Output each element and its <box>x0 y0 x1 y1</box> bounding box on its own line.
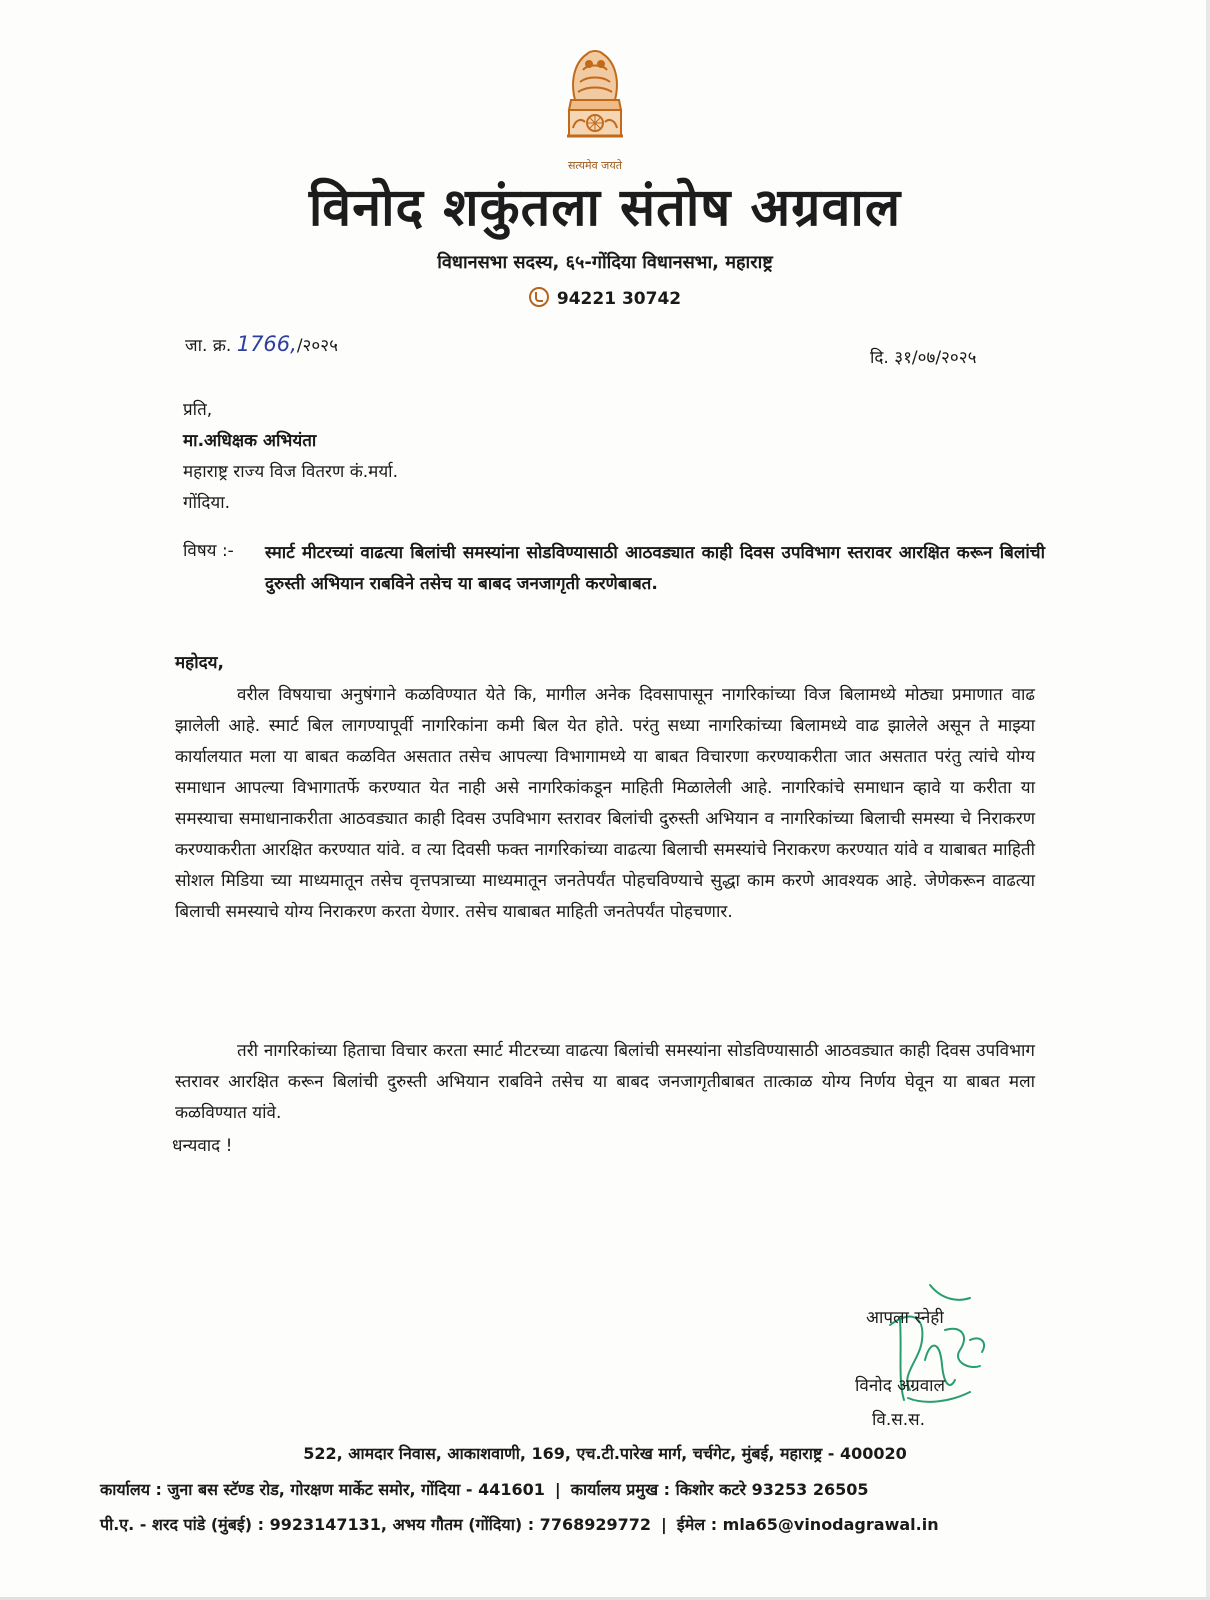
letterhead-designation: विधानसभा सदस्य, ६५-गोंदिया विधानसभा, महाराष्ट्र <box>437 252 773 273</box>
signer-title: वि.स.स. <box>872 1410 926 1430</box>
recipient-block <box>183 395 398 519</box>
footer-office: कार्यालय : जुना बस स्टॅण्ड रोड, गोरक्षण मार्केट समोर, गोंदिया - 441601 <box>100 1480 545 1499</box>
signer-name: विनोद अग्रवाल <box>855 1376 946 1396</box>
letterhead-phone <box>0 287 1210 309</box>
footer-email: ईमेल : mla65@vinodagrawal.in <box>676 1515 939 1534</box>
subject-label: विषय :- <box>183 541 234 561</box>
footer-divider: | <box>661 1515 667 1534</box>
body-paragraph-1: वरील विषयाचा अनुषंगाने कळविण्यात येते कि, मागील अनेक दिवसापासून नागरिकांच्या विज बिलामध्ये मोठ्या प्रमाणात वाढ झालेली आहे. स्मार्ट बिल लागण्यापूर्वी नागरिकांना कमी बिल येत होते. परंतु सध्या नागरिकांच्या बिलामध्ये वाढ झालेले असून ते माझ्या कार्यालयात मला या बाबत कळवित असतात तसेच आपल्या विभागामध्ये या बाबत विचारणा करण्याकरीता जात असतात परंतु त्यांचे योग्य समाधान आपल्या विभागातर्फे करण्यात येत नाही असे नागरिकांकडून माहिती मिळालेली आहे. नागरिकांचे समाधान व्हावे या करीता या समस्याचा समाधानाकरीता आठवड्यात काही दिवस उपविभाग स्तरावर बिलांची दुरुस्ती अभियान व नागरिकांच्या बिलाची समस्या चे निराकरण करण्याकरीता आरक्षित करण्यात यांवे. व त्या दिवसी फक्त नागरिकांच्या वाढत्या बिलाची समस्यांचे निराकरण करण्यात यांवे व याबाबत माहिती सोशल मिडिया च्या माध्यमातून तसेच वृत्तपत्राच्या माध्यमातून जनतेपर्यंत पोहचविण्याचे सुद्धा काम करणे आवश्यक आहे. जेणेकरून वाढत्या बिलाची समस्याचे योग्य निराकरण करता येणार. तसेच याबाबत माहिती जनतेपर्यंत पोहचणार. <box>175 685 1035 922</box>
footer-office-row <box>100 1478 1110 1500</box>
letter-date: दि. ३१/०७/२०२५ <box>870 348 977 368</box>
recipient-title: मा.अधिक्षक अभियंता <box>183 431 317 451</box>
recipient-city: गोंदिया. <box>183 493 231 513</box>
closing-line: आपला स्नेही <box>866 1308 944 1328</box>
thanks-line: धन्यवाद ! <box>172 1136 233 1156</box>
reference-year: /२०२५ <box>296 336 338 356</box>
phone-icon <box>529 287 549 307</box>
subject-text: स्मार्ट मीटरच्यां वाढत्या बिलांची समस्यांना सोडविण्यासाठी आठवड्यात काही दिवस उपविभाग स्तरावर आरक्षित करून बिलांची दुरुस्ती अभियान राबविने तसेच या बाबद जनजागृती करणेबाबत. <box>265 543 1045 594</box>
footer-divider: | <box>554 1480 561 1499</box>
body-paragraph-2: तरी नागरिकांच्या हिताचा विचार करता स्मार्ट मीटरच्या वाढत्या बिलांची समस्यांना सोडविण्यासाठी आठवड्यात काही दिवस उपविभाग स्तरावर आरक्षित करून बिलांची दुरुस्ती अभियान राबविने तसेच या बाबद जनजागृतीबाबत तात्काळ योग्य निर्णय घेवून या बाबत मला कळविण्यात यांवे. <box>175 1041 1035 1123</box>
reference-handwritten-number: 1766, <box>236 332 297 356</box>
phone-number: 94221 30742 <box>556 289 682 309</box>
salutation: महोदय, <box>175 653 224 673</box>
footer-pa: पी.ए. - शरद पांडे (मुंबई) : 9923147131, अभय गौतम (गोंदिया) : 7768929772 <box>100 1515 652 1534</box>
reference-number <box>185 332 338 356</box>
footer-address: 522, आमदार निवास, आकाशवाणी, 169, एच.टी.पारेख मार्ग, चर्चगेट, मुंबई, महाराष्ट्र - 400020 <box>303 1444 907 1463</box>
recipient-org: महाराष्ट्र राज्य विज वितरण कं.मर्या. <box>183 462 398 482</box>
footer-office-head: कार्यालय प्रमुख : किशोर कटरे 93253 26505 <box>570 1480 869 1499</box>
recipient-to: प्रति, <box>183 400 213 420</box>
emblem-motto: सत्यमेव जयते <box>567 159 622 172</box>
ashoka-emblem-icon <box>545 40 645 160</box>
letterhead-name: विनोद शकुंतला संतोष अग्रवाल <box>308 177 902 238</box>
footer-contact-row <box>100 1513 1110 1535</box>
handwritten-signature <box>830 1280 1030 1420</box>
reference-prefix: जा. क्र. <box>185 336 232 356</box>
